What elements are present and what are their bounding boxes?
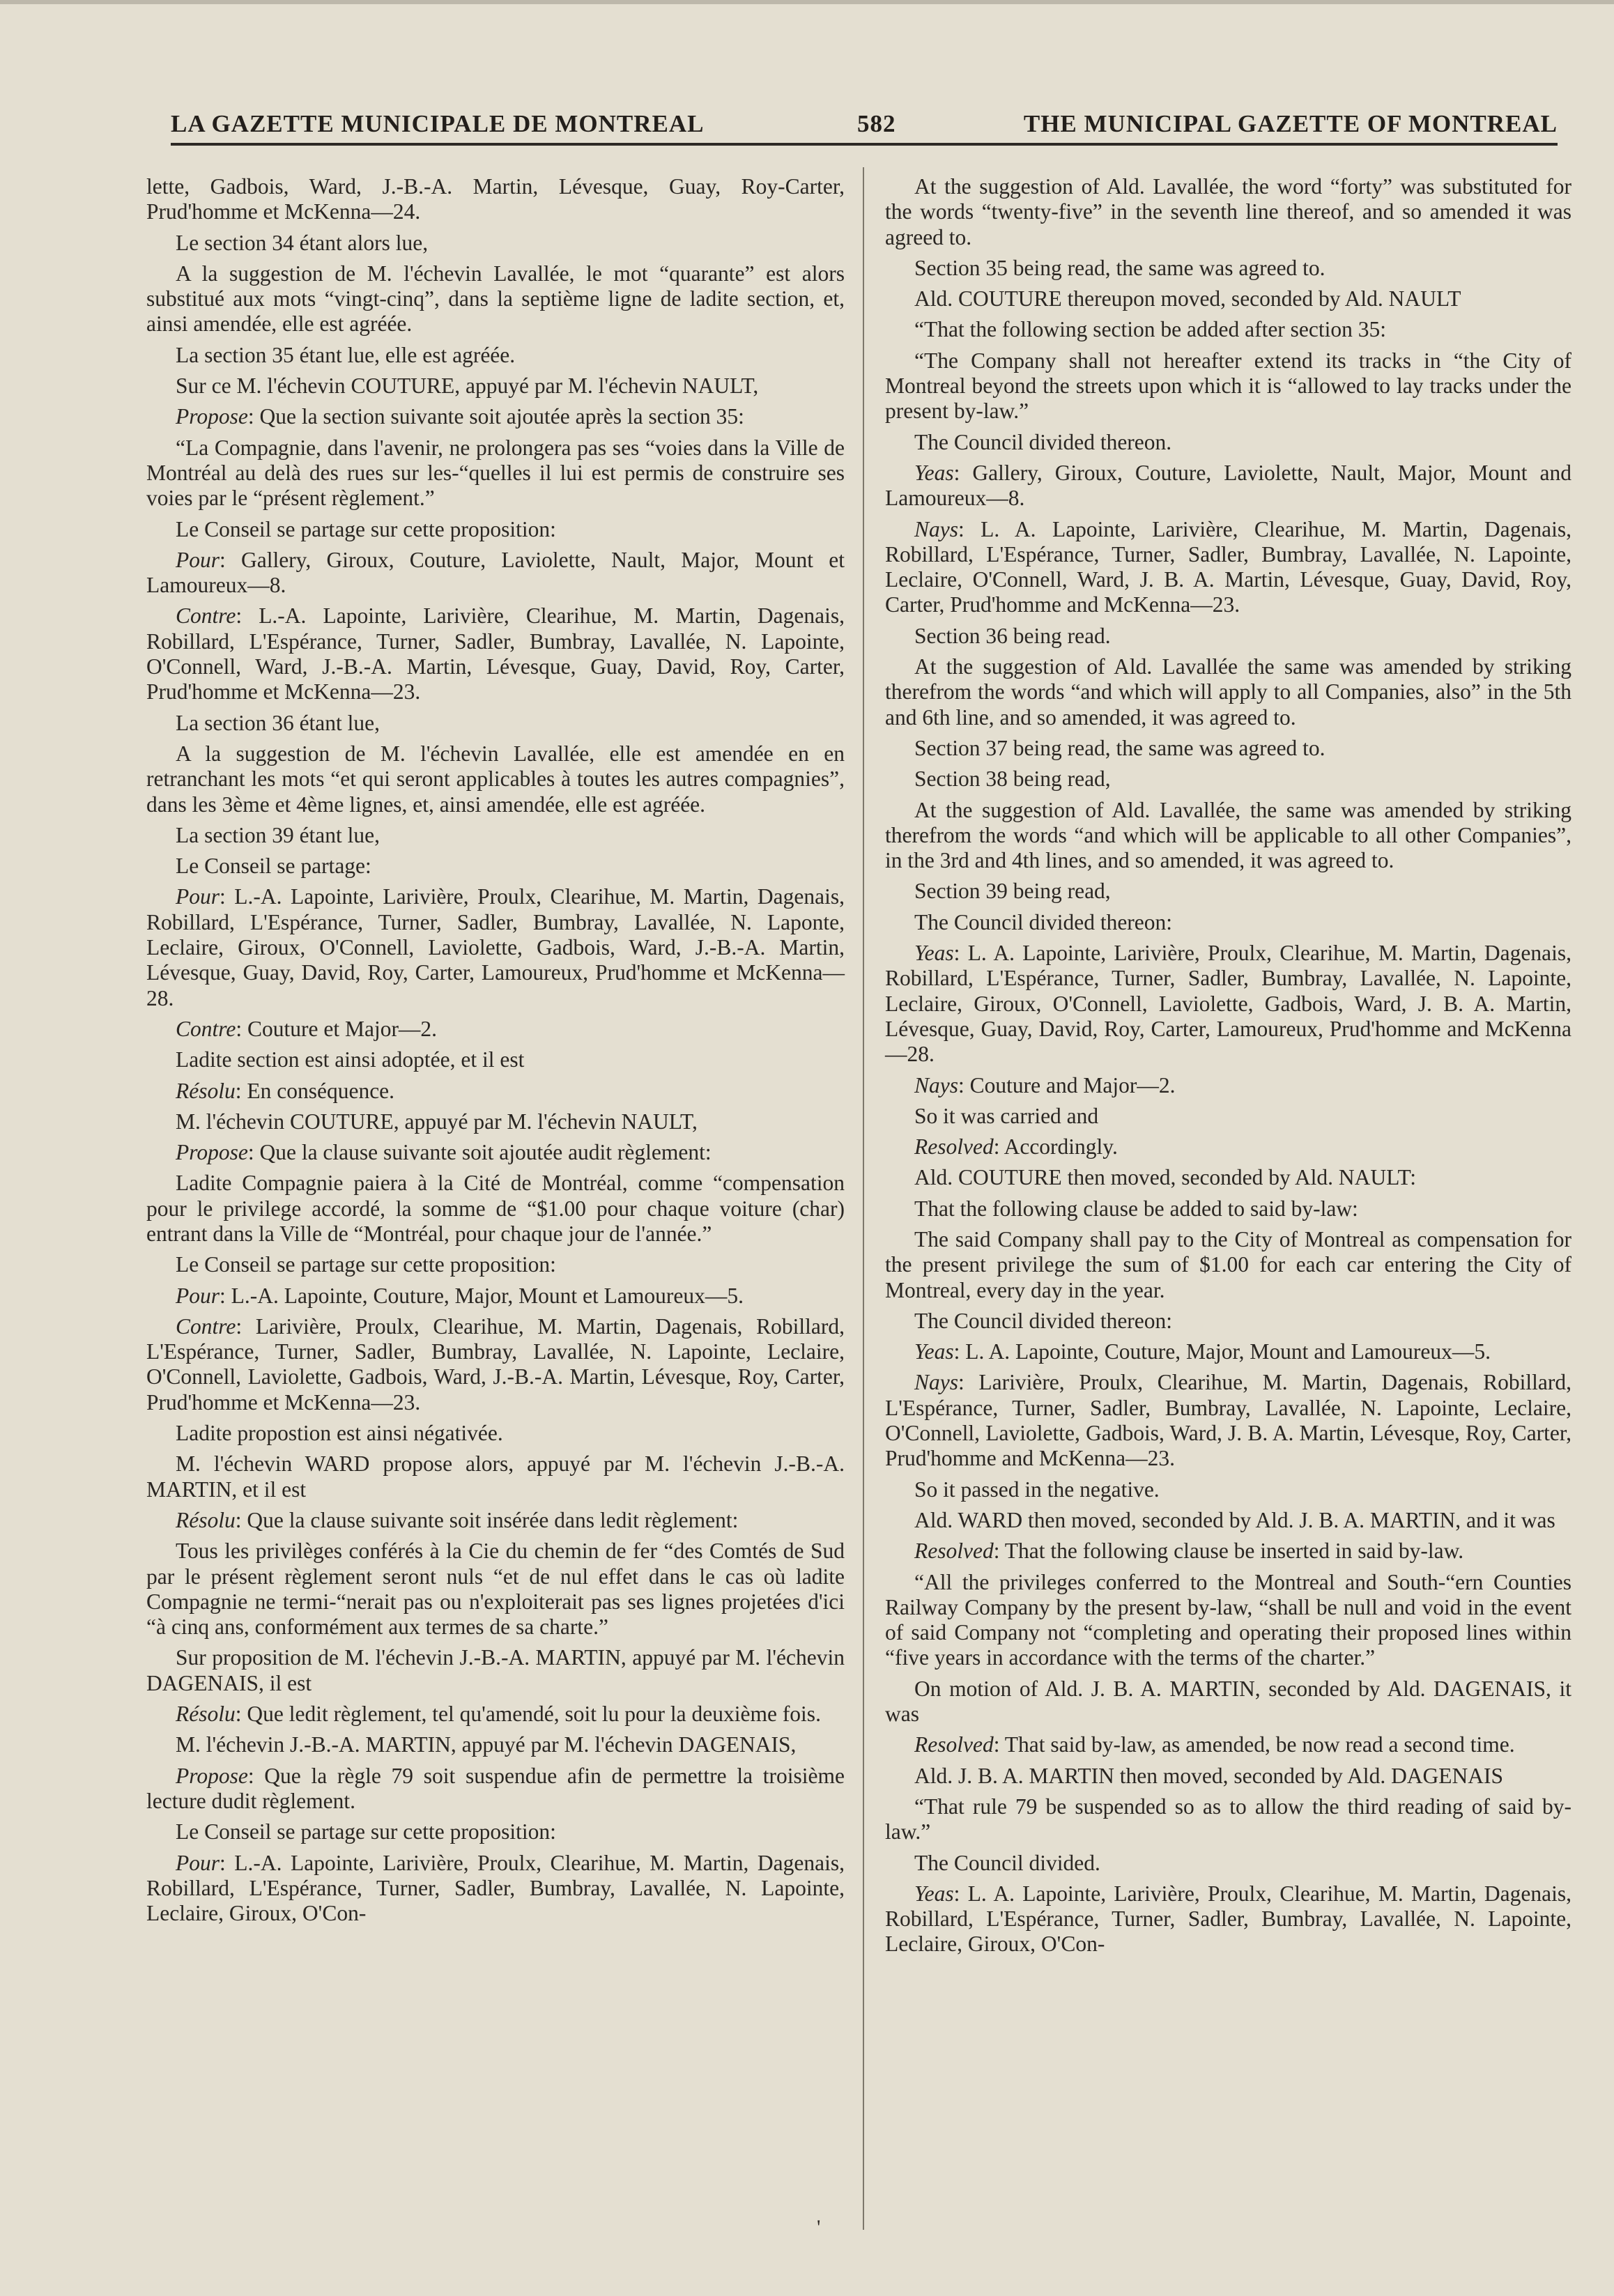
vote-label: Resolved xyxy=(914,1539,994,1564)
vote-label: Yeas xyxy=(914,1881,954,1906)
label-colon: : xyxy=(235,1507,247,1532)
paragraph-text: “The Company shall not hereafter extend its tracks in “the City of Montreal beyond the streets upon which it is “allowed to lay tracks under the present by-law.” xyxy=(885,348,1571,424)
paragraph-text: Couture et Major—2. xyxy=(247,1016,438,1041)
vote-label: Contre xyxy=(176,603,236,629)
paragraph-text: Larivière, Proulx, Clearihue, M. Martin, Dagenais, Robillard, L'Espérance, Turner, Sadler, Bumbray, Lavallée, N. Lapointe, Leclaire, O'Connell, Laviolette, Gadbois, Ward, J. B. A. Martin, Lévesque, Roy, Carter, Prud'homme and McKenna—23. xyxy=(885,1370,1571,1471)
paragraph-text: Section 37 being read, the same was agreed to. xyxy=(914,735,1325,760)
paragraph xyxy=(146,373,845,399)
paragraph xyxy=(146,548,845,599)
paragraph-text: Section 38 being read, xyxy=(914,766,1111,792)
vote-label: Resolved xyxy=(914,1134,994,1159)
paragraph-text: Le Conseil se partage: xyxy=(176,854,371,879)
label-colon: : xyxy=(953,460,973,485)
paragraph-text: Tous les privilèges conférés à la Cie du chemin de fer “des Comtés de Sud par le présent règlement seront nuls “et de nul effet dans le cas où ladite Compagnie ne termi-“nerait pas ou n'exploiterait pas ses lignes projetées d'ici “à cinq ans, conformément aux termes de sa charte.” xyxy=(146,1539,845,1640)
vote-label: Contre xyxy=(176,1016,236,1041)
paragraph xyxy=(146,1047,845,1072)
paragraph-text: “That rule 79 be suspended so as to allow the third reading of said by-law.” xyxy=(885,1794,1571,1844)
paragraph-text: Le Conseil se partage sur cette proposition: xyxy=(176,1819,556,1844)
paragraph-text: Le Conseil se partage sur cette proposition: xyxy=(176,516,556,541)
paragraph-text: L. A. Lapointe, Larivière, Clearihue, M. Martin, Dagenais, Robillard, L'Espérance, Turner, Sadler, Bumbray, Lavallée, N. Lapointe, Leclaire, O'Connell, Ward, J. B. A. Martin, Lévesque, Guay, David, Roy, Carter, Prud'homme and McKenna—23. xyxy=(885,516,1571,617)
paragraph xyxy=(146,1252,845,1277)
paragraph-text: Gallery, Giroux, Couture, Laviolette, Nault, Major, Mount et Lamoureux—8. xyxy=(146,547,845,598)
paragraph xyxy=(146,711,845,736)
paragraph xyxy=(146,823,845,848)
paragraph-text: L.-A. Lapointe, Larivière, Clearihue, M. Martin, Dagenais, Robillard, L'Espérance, Turner, Sadler, Bumbray, Lavallée, N. Lapointe, O'Connell, Ward, J.-B.-A. Martin, Lévesque, Guay, David, Roy, Carter, Prud'homme et McKenna—23. xyxy=(146,603,845,704)
paragraph xyxy=(885,317,1571,342)
paragraph xyxy=(885,798,1571,874)
margin-mark: ' xyxy=(817,2216,821,2239)
paragraph-text: L.-A. Lapointe, Larivière, Proulx, Clearihue, M. Martin, Dagenais, Robillard, L'Espérance, Turner, Sadler, Bumbray, Lavallée, N. Laponte, Leclaire, Giroux, O'Connell, Laviolette, Gadbois, Ward, J.-B.-A. Martin, Lévesque, Guay, David, Roy, Carter, Lamoureux, Prud'homme et McKenna—28. xyxy=(146,884,845,1010)
vote-label: Propose xyxy=(176,1140,248,1165)
paragraph xyxy=(146,1314,845,1415)
paragraph-text: Ald. WARD then moved, seconded by Ald. J. B. A. MARTIN, and it was xyxy=(914,1507,1555,1532)
paragraph-text: “La Compagnie, dans l'avenir, ne prolongera pas ses “voies dans la Ville de Montréal au delà des rues sur les-“quelles il lui est permis de construire ses voies par le “présent règlement.” xyxy=(146,435,845,511)
paragraph xyxy=(885,348,1571,424)
paragraph-text: At the suggestion of Ald. Lavallée, the word “forty” was substituted for the words “twenty-five” in the seventh line thereof, and so amended it was agreed to. xyxy=(885,174,1571,249)
paragraph-text: The Council divided thereon. xyxy=(914,429,1172,454)
paragraph xyxy=(885,766,1571,792)
paragraph-text: That the following clause be inserted in said by-law. xyxy=(1004,1539,1464,1564)
paragraph xyxy=(885,1370,1571,1471)
paragraph-text: Section 39 being read, xyxy=(914,879,1111,904)
header-english-title: THE MUNICIPAL GAZETTE OF MONTREAL xyxy=(1023,110,1558,137)
paragraph-text: Gallery, Giroux, Couture, Laviolette, Nault, Major, Mount and Lamoureux—8. xyxy=(885,460,1571,511)
vote-label: Résolu xyxy=(176,1078,236,1103)
paragraph xyxy=(885,517,1571,618)
paragraph xyxy=(885,879,1571,904)
paragraph-text: La section 35 étant lue, elle est agréée. xyxy=(176,342,516,367)
label-colon: : xyxy=(993,1732,1005,1757)
paragraph-text: Sur ce M. l'échevin COUTURE, appuyé par M. l'échevin NAULT, xyxy=(176,373,759,399)
label-colon: : xyxy=(236,1016,247,1041)
paragraph-text: “That the following section be added after section 35: xyxy=(914,317,1387,342)
paragraph-text: Que la section suivante soit ajoutée après la section 35: xyxy=(259,404,744,429)
label-colon: : xyxy=(958,1370,979,1395)
paragraph-text: So it was carried and xyxy=(914,1103,1099,1128)
paragraph-text: Ald. J. B. A. MARTIN then moved, seconded by Ald. DAGENAIS xyxy=(914,1763,1504,1788)
vote-label: Nays xyxy=(914,1370,958,1395)
paragraph xyxy=(885,1309,1571,1334)
paragraph xyxy=(885,1477,1571,1502)
paragraph xyxy=(146,741,845,817)
vote-label: Propose xyxy=(176,404,248,429)
paragraph xyxy=(885,1570,1571,1671)
paragraph xyxy=(885,1732,1571,1757)
label-colon: : xyxy=(236,1313,256,1339)
scan-edge xyxy=(0,0,1614,4)
paragraph-text: L.-A. Lapointe, Couture, Major, Mount et Lamoureux—5. xyxy=(231,1283,744,1308)
paragraph xyxy=(146,231,845,256)
paragraph-text: M. l'échevin COUTURE, appuyé par M. l'échevin NAULT, xyxy=(176,1109,698,1134)
paragraph-text: lette, Gadbois, Ward, J.-B.-A. Martin, Lévesque, Guay, Roy-Carter, Prud'homme et McKenna—24. xyxy=(146,174,845,224)
header-french-title: LA GAZETTE MUNICIPALE DE MONTREAL xyxy=(171,110,705,137)
vote-label: Contre xyxy=(176,1313,236,1339)
paragraph-text: Le Conseil se partage sur cette proposition: xyxy=(176,1252,556,1277)
paragraph xyxy=(146,1539,845,1640)
paragraph xyxy=(885,1851,1571,1876)
paragraph xyxy=(885,1196,1571,1222)
paragraph-text: The Council divided thereon: xyxy=(914,1308,1173,1333)
paragraph xyxy=(885,910,1571,935)
label-colon: : xyxy=(220,884,235,909)
label-colon: : xyxy=(958,1072,970,1097)
paragraph xyxy=(146,1140,845,1165)
paragraph xyxy=(885,1227,1571,1303)
vote-label: Pour xyxy=(176,1850,220,1875)
paragraph xyxy=(885,1104,1571,1129)
paragraph xyxy=(146,436,845,511)
paragraph xyxy=(146,1284,845,1309)
paragraph-text: M. l'échevin J.-B.-A. MARTIN, appuyé par M. l'échevin DAGENAIS, xyxy=(176,1732,797,1757)
paragraph-text: Larivière, Proulx, Clearihue, M. Martin, Dagenais, Robillard, L'Espérance, Turner, Sadler, Bumbray, Lavallée, N. Lapointe, Leclaire, O'Connell, Laviolette, Gadbois, Ward, J.-B.-A. Martin, Lévesque, Roy, Carter, Prud'homme et McKenna—23. xyxy=(146,1313,845,1415)
paragraph-text: M. l'échevin WARD propose alors, appuyé par M. l'échevin J.-B.-A. MARTIN, et il est xyxy=(146,1451,845,1502)
paragraph xyxy=(885,624,1571,649)
paragraph xyxy=(885,1134,1571,1159)
paragraph xyxy=(146,1109,845,1134)
paragraph xyxy=(885,736,1571,761)
paragraph xyxy=(885,286,1571,311)
paragraph xyxy=(885,430,1571,455)
paragraph xyxy=(146,1079,845,1104)
paragraph xyxy=(146,884,845,1010)
vote-label: Résolu xyxy=(176,1702,236,1727)
paragraph xyxy=(885,256,1571,281)
paragraph xyxy=(146,1702,845,1727)
label-colon: : xyxy=(953,941,968,966)
paragraph-text: A la suggestion de M. l'échevin Lavallée, elle est amendée en en retranchant les mots “et qui seront applicables à toutes les autres compagnies”, dans les 3ème et 4ème lignes, et, ainsi amendée, elle est agréée. xyxy=(146,741,845,817)
vote-label: Résolu xyxy=(176,1507,236,1532)
paragraph xyxy=(885,1881,1571,1957)
paragraph xyxy=(885,1539,1571,1564)
label-colon: : xyxy=(953,1339,966,1364)
paragraph xyxy=(146,404,845,429)
paragraph-text: L. A. Lapointe, Larivière, Proulx, Clearihue, M. Martin, Dagenais, Robillard, L'Espérance, Turner, Sadler, Bumbray, Lavallée, N. Lapointe, Leclaire, Giroux, O'Con- xyxy=(885,1881,1571,1957)
paragraph xyxy=(146,1451,845,1502)
paragraph-text: Ladite propostion est ainsi négativée. xyxy=(176,1421,503,1446)
page-header xyxy=(171,105,1558,146)
page-number: 582 xyxy=(857,110,896,137)
paragraph-text: Section 36 being read. xyxy=(914,623,1111,648)
paragraph-text: The Council divided thereon: xyxy=(914,909,1173,934)
paragraph-text: Que la clause suivante soit ajoutée audit règlement: xyxy=(259,1140,712,1165)
paragraph-text: A la suggestion de M. l'échevin Lavallée, le mot “quarante” est alors substitué aux mots “vingt-cinq”, dans la septième ligne de ladite section, et, ainsi amendée, elle est agréée. xyxy=(146,261,845,337)
label-colon: : xyxy=(247,404,260,429)
paragraph-text: L. A. Lapointe, Couture, Major, Mount and Lamoureux—5. xyxy=(965,1339,1491,1364)
paragraph-text: Couture and Major—2. xyxy=(969,1072,1176,1097)
vote-label: Propose xyxy=(176,1763,248,1788)
vote-label: Yeas xyxy=(914,460,954,485)
paragraph-text: That the following clause be added to said by-law: xyxy=(914,1196,1358,1221)
paragraph-text: Accordingly. xyxy=(1004,1134,1118,1159)
paragraph xyxy=(885,1165,1571,1190)
paragraph-text: Le section 34 étant alors lue, xyxy=(176,230,429,255)
paragraph xyxy=(885,1508,1571,1533)
label-colon: : xyxy=(953,1881,968,1906)
paragraph-text: Ald. COUTURE thereupon moved, seconded by Ald. NAULT xyxy=(914,286,1461,311)
paragraph xyxy=(146,1732,845,1757)
paragraph-text: So it passed in the negative. xyxy=(914,1477,1160,1502)
paragraph-text: La section 39 étant lue, xyxy=(176,822,381,847)
label-colon: : xyxy=(220,1850,235,1875)
paragraph-text: “All the privileges conferred to the Montreal and South-“ern Counties Railway Company by the present by-law, “shall be null and void in the event of said Company not “completing and operating their proposed lines within “five years in accordance with the terms of the charter.” xyxy=(885,1569,1571,1670)
label-colon: : xyxy=(220,1283,231,1308)
vote-label: Yeas xyxy=(914,941,954,966)
paragraph xyxy=(146,854,845,879)
label-colon: : xyxy=(958,516,981,541)
paragraph xyxy=(885,1339,1571,1364)
paragraph-text: At the suggestion of Ald. Lavallée the same was amended by striking therefrom the words “and which will apply to all Companies, also” in the 5th and 6th line, and so amended, it was agreed to. xyxy=(885,654,1571,730)
paragraph xyxy=(146,1017,845,1042)
label-colon: : xyxy=(236,603,259,629)
paragraph-text: Section 35 being read, the same was agreed to. xyxy=(914,255,1325,280)
label-colon: : xyxy=(993,1539,1005,1564)
paragraph-text: L.-A. Lapointe, Larivière, Proulx, Clearihue, M. Martin, Dagenais, Robillard, L'Espérance, Turner, Sadler, Bumbray, Lavallée, N. Lapointe, Leclaire, Giroux, O'Con- xyxy=(146,1850,845,1926)
paragraph xyxy=(885,1794,1571,1845)
vote-label: Yeas xyxy=(914,1339,954,1364)
paragraph-text: Que la clause suivante soit insérée dans ledit règlement: xyxy=(247,1507,739,1532)
paragraph-text: En conséquence. xyxy=(247,1078,395,1103)
paragraph xyxy=(885,461,1571,511)
label-colon: : xyxy=(235,1078,247,1103)
label-colon: : xyxy=(247,1140,260,1165)
paragraph-text: L. A. Lapointe, Larivière, Proulx, Clearihue, M. Martin, Dagenais, Robillard, L'Espérance, Turner, Sadler, Bumbray, Lavallée, N. Lapointe, Leclaire, Giroux, O'Connell, Laviolette, Gadbois, Ward, J. B. A. Martin, Lévesque, Guay, David, Roy, Carter, Lamoureux, Prud'homme and McKenna—28. xyxy=(885,941,1571,1067)
column-divider xyxy=(863,167,864,2230)
paragraph xyxy=(146,517,845,542)
paragraph-text: Que ledit règlement, tel qu'amendé, soit lu pour la deuxième fois. xyxy=(247,1702,821,1727)
english-column xyxy=(885,174,1571,1963)
paragraph xyxy=(885,1764,1571,1789)
paragraph xyxy=(885,941,1571,1067)
vote-label: Pour xyxy=(176,1283,220,1308)
paragraph xyxy=(885,174,1571,250)
paragraph xyxy=(146,1421,845,1446)
label-colon: : xyxy=(220,547,241,572)
paragraph-text: That said by-law, as amended, be now read a second time. xyxy=(1004,1732,1515,1757)
label-colon: : xyxy=(247,1763,265,1788)
paragraph xyxy=(146,343,845,368)
label-colon: : xyxy=(235,1702,247,1727)
paragraph xyxy=(146,1171,845,1247)
paragraph xyxy=(885,654,1571,730)
label-colon: : xyxy=(993,1134,1004,1159)
vote-label: Nays xyxy=(914,516,958,541)
paragraph-text: At the suggestion of Ald. Lavallée, the same was amended by striking therefrom the words “and which will be applicable to all other Companies”, in the 3rd and 4th lines, and so amended, it was agreed to. xyxy=(885,797,1571,873)
paragraph xyxy=(146,1851,845,1927)
paragraph-text: On motion of Ald. J. B. A. MARTIN, seconded by Ald. DAGENAIS, it was xyxy=(885,1676,1571,1727)
paragraph xyxy=(885,1073,1571,1098)
paragraph xyxy=(146,1645,845,1696)
vote-label: Pour xyxy=(176,547,220,572)
paragraph xyxy=(146,1764,845,1815)
paragraph-text: Ladite Compagnie paiera à la Cité de Montréal, comme “compensation pour le privilege accordé, la somme de “$1.00 pour chaque voiture (char) entrant dans la Ville de “Montréal, pour chaque jour de l'année.” xyxy=(146,1171,845,1246)
vote-label: Pour xyxy=(176,884,220,909)
paragraph xyxy=(146,1819,845,1844)
paragraph-text: La section 36 étant lue, xyxy=(176,710,381,735)
paragraph xyxy=(146,261,845,337)
paragraph-text: Ladite section est ainsi adoptée, et il est xyxy=(176,1047,525,1072)
vote-label: Nays xyxy=(914,1072,958,1097)
paragraph xyxy=(146,174,845,225)
paragraph-text: The said Company shall pay to the City of Montreal as compensation for the present privilege the sum of $1.00 for each car entering the City of Montreal, every day in the year. xyxy=(885,1226,1571,1302)
paragraph xyxy=(146,603,845,704)
vote-label: Resolved xyxy=(914,1732,994,1757)
paragraph-text: Ald. COUTURE then moved, seconded by Ald. NAULT: xyxy=(914,1165,1416,1190)
header-rule xyxy=(171,143,1558,146)
paragraph-text: The Council divided. xyxy=(914,1850,1100,1875)
paragraph-text: Que la règle 79 soit suspendue afin de permettre la troisième lecture dudit règlement. xyxy=(146,1763,845,1813)
french-column xyxy=(146,174,845,1932)
paragraph xyxy=(885,1677,1571,1727)
paragraph xyxy=(146,1508,845,1533)
paragraph-text: Sur proposition de M. l'échevin J.-B.-A. MARTIN, appuyé par M. l'échevin DAGENAIS, il est xyxy=(146,1645,845,1695)
